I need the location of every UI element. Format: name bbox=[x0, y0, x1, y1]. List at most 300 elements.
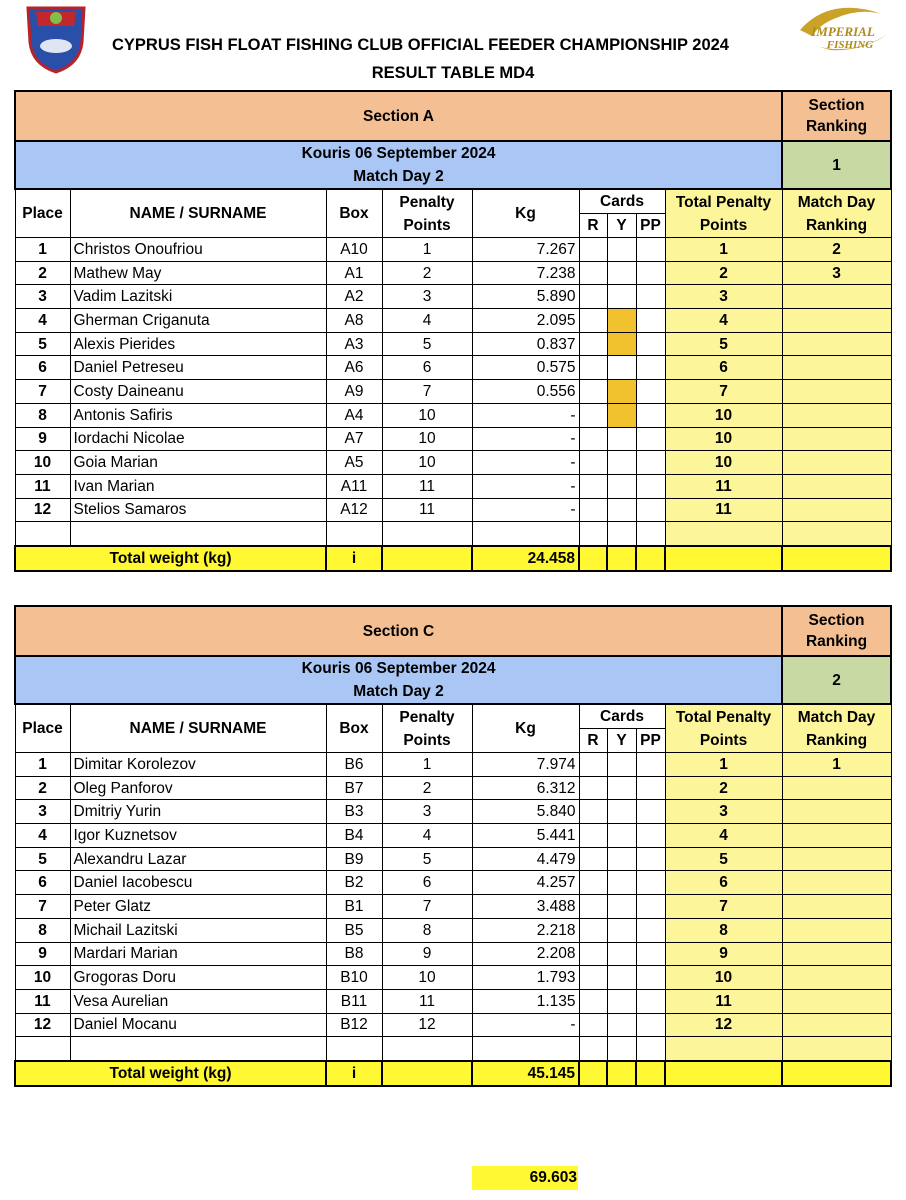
card-pp bbox=[636, 776, 665, 800]
box: B10 bbox=[326, 966, 382, 990]
col-match-day-ranking bbox=[782, 704, 891, 753]
card-y bbox=[607, 1013, 636, 1037]
competitor-name: Oleg Panforov bbox=[70, 776, 326, 800]
total-card-pp bbox=[636, 546, 665, 571]
match-day-ranking bbox=[782, 989, 891, 1013]
competitor-name: Mathew May bbox=[70, 261, 326, 285]
card-r bbox=[579, 1013, 607, 1037]
card-r bbox=[579, 895, 607, 919]
table-row bbox=[15, 1013, 891, 1037]
weight-kg: 0.556 bbox=[472, 380, 579, 404]
box: B11 bbox=[326, 989, 382, 1013]
col-total-penalty-l2: Points bbox=[699, 731, 748, 749]
competitor-name: Ivan Marian bbox=[70, 474, 326, 498]
box: B9 bbox=[326, 847, 382, 871]
place: 10 bbox=[15, 966, 70, 990]
card-r bbox=[579, 753, 607, 777]
empty-cell bbox=[15, 522, 70, 546]
total-penalty-points: 11 bbox=[665, 474, 782, 498]
card-y bbox=[607, 474, 636, 498]
card-y bbox=[607, 356, 636, 380]
penalty-points: 11 bbox=[382, 498, 472, 522]
card-r bbox=[579, 332, 607, 356]
col-total-penalty bbox=[665, 189, 782, 238]
total-penalty-points: 5 bbox=[665, 847, 782, 871]
card-y bbox=[607, 238, 636, 262]
card-pp bbox=[636, 309, 665, 333]
penalty-points: 2 bbox=[382, 776, 472, 800]
total-penalty-points: 7 bbox=[665, 380, 782, 404]
penalty-points: 1 bbox=[382, 238, 472, 262]
col-place: Place bbox=[15, 704, 70, 753]
weight-kg: - bbox=[472, 403, 579, 427]
penalty-points: 12 bbox=[382, 1013, 472, 1037]
col-match-day-l1: Match Day bbox=[797, 708, 876, 726]
card-r bbox=[579, 403, 607, 427]
card-pp bbox=[636, 989, 665, 1013]
card-pp bbox=[636, 1013, 665, 1037]
match-day-line: Match Day 2 bbox=[353, 168, 444, 185]
card-pp bbox=[636, 261, 665, 285]
weight-kg: 6.312 bbox=[472, 776, 579, 800]
weight-kg: 4.257 bbox=[472, 871, 579, 895]
weight-kg: 3.488 bbox=[472, 895, 579, 919]
weight-kg: - bbox=[472, 427, 579, 451]
total-penalty-points: 10 bbox=[665, 427, 782, 451]
weight-kg: 1.793 bbox=[472, 966, 579, 990]
col-cards: Cards bbox=[579, 189, 665, 214]
match-day-ranking bbox=[782, 966, 891, 990]
box: B6 bbox=[326, 753, 382, 777]
table-row bbox=[15, 989, 891, 1013]
table-row bbox=[15, 309, 891, 333]
match-day-ranking bbox=[782, 474, 891, 498]
place: 5 bbox=[15, 332, 70, 356]
card-r bbox=[579, 238, 607, 262]
match-day-ranking bbox=[782, 403, 891, 427]
penalty-points: 3 bbox=[382, 285, 472, 309]
empty-cell bbox=[70, 1037, 326, 1061]
card-pp bbox=[636, 332, 665, 356]
table-row bbox=[15, 918, 891, 942]
card-pp bbox=[636, 427, 665, 451]
competitor-name: Mardari Marian bbox=[70, 942, 326, 966]
weight-kg: 2.095 bbox=[472, 309, 579, 333]
section-ranking-label: Section Ranking bbox=[782, 606, 891, 656]
weight-kg: 0.575 bbox=[472, 356, 579, 380]
penalty-points: 5 bbox=[382, 847, 472, 871]
match-day-ranking bbox=[782, 942, 891, 966]
total-penalty-points: 3 bbox=[665, 285, 782, 309]
box: B8 bbox=[326, 942, 382, 966]
empty-cell bbox=[782, 522, 891, 546]
total-weight-label: Total weight (kg) bbox=[15, 546, 326, 571]
penalty-points: 7 bbox=[382, 380, 472, 404]
box: A11 bbox=[326, 474, 382, 498]
empty-cell bbox=[636, 522, 665, 546]
card-r bbox=[579, 847, 607, 871]
box: A5 bbox=[326, 451, 382, 475]
total-card-r bbox=[579, 1061, 607, 1086]
card-r bbox=[579, 285, 607, 309]
place: 11 bbox=[15, 989, 70, 1013]
section-name: Section A bbox=[15, 91, 782, 141]
place: 1 bbox=[15, 753, 70, 777]
card-r bbox=[579, 966, 607, 990]
total-penalty-points: 5 bbox=[665, 332, 782, 356]
penalty-points: 4 bbox=[382, 824, 472, 848]
card-r bbox=[579, 261, 607, 285]
card-y bbox=[607, 824, 636, 848]
card-r bbox=[579, 474, 607, 498]
place: 12 bbox=[15, 1013, 70, 1037]
total-penalty-points: 10 bbox=[665, 403, 782, 427]
box: A12 bbox=[326, 498, 382, 522]
total-penalty-points: 6 bbox=[665, 356, 782, 380]
card-pp bbox=[636, 380, 665, 404]
table-row bbox=[15, 261, 891, 285]
place: 7 bbox=[15, 380, 70, 404]
total-rank bbox=[782, 1061, 891, 1086]
place: 4 bbox=[15, 309, 70, 333]
total-penalty-points: 12 bbox=[665, 1013, 782, 1037]
card-pp bbox=[636, 238, 665, 262]
penalty-points: 8 bbox=[382, 918, 472, 942]
competitor-name: Iordachi Nicolae bbox=[70, 427, 326, 451]
total-penalty-points: 10 bbox=[665, 451, 782, 475]
weight-kg: - bbox=[472, 498, 579, 522]
competitor-name: Gherman Criganuta bbox=[70, 309, 326, 333]
box: B2 bbox=[326, 871, 382, 895]
col-name: NAME / SURNAME bbox=[70, 704, 326, 753]
col-match-day-ranking bbox=[782, 189, 891, 238]
competitor-name: Alexis Pierides bbox=[70, 332, 326, 356]
card-pp bbox=[636, 285, 665, 309]
total-penalty-points: 1 bbox=[665, 238, 782, 262]
match-day-ranking bbox=[782, 824, 891, 848]
col-card-y: Y bbox=[607, 214, 636, 238]
card-r bbox=[579, 380, 607, 404]
card-r bbox=[579, 451, 607, 475]
total-penalty-points: 3 bbox=[665, 800, 782, 824]
total-card-y bbox=[607, 546, 636, 571]
section-c-table bbox=[14, 605, 892, 1087]
card-y bbox=[607, 427, 636, 451]
penalty-points: 3 bbox=[382, 800, 472, 824]
card-pp bbox=[636, 403, 665, 427]
yellow-card bbox=[607, 380, 636, 404]
competitor-name: Christos Onoufriou bbox=[70, 238, 326, 262]
competitor-name: Goia Marian bbox=[70, 451, 326, 475]
card-r bbox=[579, 498, 607, 522]
table-row bbox=[15, 332, 891, 356]
competitor-name: Costy Daineanu bbox=[70, 380, 326, 404]
box: A9 bbox=[326, 380, 382, 404]
place: 3 bbox=[15, 800, 70, 824]
weight-kg: 7.974 bbox=[472, 753, 579, 777]
yellow-card bbox=[607, 309, 636, 333]
penalty-points: 10 bbox=[382, 451, 472, 475]
penalty-points: 10 bbox=[382, 966, 472, 990]
weight-kg: 7.267 bbox=[472, 238, 579, 262]
total-penalty-points: 2 bbox=[665, 776, 782, 800]
match-day-ranking bbox=[782, 380, 891, 404]
match-day-ranking bbox=[782, 871, 891, 895]
place: 6 bbox=[15, 871, 70, 895]
weight-kg: 5.890 bbox=[472, 285, 579, 309]
card-pp bbox=[636, 824, 665, 848]
empty-cell bbox=[472, 522, 579, 546]
card-y bbox=[607, 966, 636, 990]
card-r bbox=[579, 309, 607, 333]
total-penalty-points: 6 bbox=[665, 871, 782, 895]
table-row bbox=[15, 356, 891, 380]
table-row bbox=[15, 498, 891, 522]
venue-line: Kouris 06 September 2024 bbox=[301, 145, 496, 162]
match-day-ranking bbox=[782, 451, 891, 475]
match-day-ranking bbox=[782, 285, 891, 309]
total-card-pp bbox=[636, 1061, 665, 1086]
penalty-points: 6 bbox=[382, 871, 472, 895]
box: A6 bbox=[326, 356, 382, 380]
competitor-name: Vesa Aurelian bbox=[70, 989, 326, 1013]
box: A10 bbox=[326, 238, 382, 262]
place: 7 bbox=[15, 895, 70, 919]
empty-cell bbox=[382, 1037, 472, 1061]
empty-cell bbox=[15, 1037, 70, 1061]
card-pp bbox=[636, 356, 665, 380]
table-row bbox=[15, 403, 891, 427]
place: 8 bbox=[15, 918, 70, 942]
competitor-name: Daniel Iacobescu bbox=[70, 871, 326, 895]
box: B5 bbox=[326, 918, 382, 942]
card-pp bbox=[636, 966, 665, 990]
total-penalty-points: 8 bbox=[665, 918, 782, 942]
competitor-name: Igor Kuznetsov bbox=[70, 824, 326, 848]
section-a-table bbox=[14, 90, 892, 572]
col-card-r: R bbox=[579, 214, 607, 238]
weight-kg: 4.479 bbox=[472, 847, 579, 871]
card-y bbox=[607, 498, 636, 522]
page-header bbox=[0, 0, 906, 90]
col-penalty-l1: Penalty bbox=[399, 193, 455, 211]
section-ranking-label: Section Ranking bbox=[782, 91, 891, 141]
table-row bbox=[15, 427, 891, 451]
venue-date bbox=[15, 656, 782, 704]
col-kg: Kg bbox=[472, 189, 579, 238]
penalty-points: 6 bbox=[382, 356, 472, 380]
table-row bbox=[15, 895, 891, 919]
place: 9 bbox=[15, 427, 70, 451]
grand-total-weight: 69.603 bbox=[472, 1166, 578, 1190]
place: 2 bbox=[15, 261, 70, 285]
penalty-points: 10 bbox=[382, 427, 472, 451]
col-card-pp: PP bbox=[636, 214, 665, 238]
card-y bbox=[607, 871, 636, 895]
table-row bbox=[15, 824, 891, 848]
table-row bbox=[15, 847, 891, 871]
card-r bbox=[579, 989, 607, 1013]
table-row bbox=[15, 380, 891, 404]
col-card-y: Y bbox=[607, 729, 636, 753]
place: 12 bbox=[15, 498, 70, 522]
card-pp bbox=[636, 942, 665, 966]
col-penalty-l1: Penalty bbox=[399, 708, 455, 726]
card-y bbox=[607, 989, 636, 1013]
card-pp bbox=[636, 918, 665, 942]
total-rank bbox=[782, 546, 891, 571]
col-box: Box bbox=[326, 189, 382, 238]
empty-cell bbox=[579, 522, 607, 546]
section-name: Section C bbox=[15, 606, 782, 656]
box: A4 bbox=[326, 403, 382, 427]
total-card-r bbox=[579, 546, 607, 571]
competitor-name: Stelios Samaros bbox=[70, 498, 326, 522]
weight-kg: 2.208 bbox=[472, 942, 579, 966]
svg-text:FISHING: FISHING bbox=[826, 39, 874, 51]
penalty-points: 11 bbox=[382, 474, 472, 498]
svg-text:IMPERIAL: IMPERIAL bbox=[811, 24, 875, 39]
total-points bbox=[665, 1061, 782, 1086]
venue-date bbox=[15, 141, 782, 189]
col-match-day-l1: Match Day bbox=[797, 193, 876, 211]
total-penalty-points: 10 bbox=[665, 966, 782, 990]
yellow-card bbox=[607, 332, 636, 356]
match-day-ranking bbox=[782, 800, 891, 824]
empty-cell bbox=[782, 1037, 891, 1061]
penalty-points: 9 bbox=[382, 942, 472, 966]
card-pp bbox=[636, 847, 665, 871]
box: A1 bbox=[326, 261, 382, 285]
match-day-ranking bbox=[782, 427, 891, 451]
competitor-name: Daniel Petreseu bbox=[70, 356, 326, 380]
card-r bbox=[579, 942, 607, 966]
empty-cell bbox=[607, 522, 636, 546]
total-penalty-points: 4 bbox=[665, 309, 782, 333]
table-row bbox=[15, 776, 891, 800]
total-weight-kg: 24.458 bbox=[472, 546, 579, 571]
col-name: NAME / SURNAME bbox=[70, 189, 326, 238]
weight-kg: - bbox=[472, 451, 579, 475]
col-card-pp: PP bbox=[636, 729, 665, 753]
card-y bbox=[607, 776, 636, 800]
total-penalty-points: 1 bbox=[665, 753, 782, 777]
place: 11 bbox=[15, 474, 70, 498]
competitor-name: Daniel Mocanu bbox=[70, 1013, 326, 1037]
title-line-1: CYPRUS FISH FLOAT FISHING CLUB OFFICIAL FEEDER CHAMPIONSHIP 2024 bbox=[112, 36, 729, 54]
col-match-day-l2: Ranking bbox=[805, 731, 868, 749]
penalty-points: 7 bbox=[382, 895, 472, 919]
col-box: Box bbox=[326, 704, 382, 753]
empty-cell bbox=[70, 522, 326, 546]
empty-cell bbox=[579, 1037, 607, 1061]
table-row bbox=[15, 871, 891, 895]
place: 4 bbox=[15, 824, 70, 848]
place: 5 bbox=[15, 847, 70, 871]
card-pp bbox=[636, 871, 665, 895]
place: 2 bbox=[15, 776, 70, 800]
empty-cell bbox=[382, 522, 472, 546]
total-weight-kg: 45.145 bbox=[472, 1061, 579, 1086]
card-r bbox=[579, 918, 607, 942]
imperial-fishing-logo-icon bbox=[790, 0, 896, 58]
card-y bbox=[607, 800, 636, 824]
empty-cell bbox=[326, 1037, 382, 1061]
col-penalty-l2: Points bbox=[403, 216, 451, 234]
box: B4 bbox=[326, 824, 382, 848]
col-kg: Kg bbox=[472, 704, 579, 753]
table-row bbox=[15, 800, 891, 824]
match-day-ranking: 3 bbox=[782, 261, 891, 285]
card-pp bbox=[636, 451, 665, 475]
card-pp bbox=[636, 498, 665, 522]
col-total-penalty-l1: Total Penalty bbox=[675, 193, 772, 211]
competitor-name: Peter Glatz bbox=[70, 895, 326, 919]
venue-line: Kouris 06 September 2024 bbox=[301, 660, 496, 677]
table-row bbox=[15, 451, 891, 475]
place: 10 bbox=[15, 451, 70, 475]
total-weight-label: Total weight (kg) bbox=[15, 1061, 326, 1086]
box: B1 bbox=[326, 895, 382, 919]
col-card-r: R bbox=[579, 729, 607, 753]
card-pp bbox=[636, 753, 665, 777]
match-day-ranking bbox=[782, 776, 891, 800]
competitor-name: Dmitriy Yurin bbox=[70, 800, 326, 824]
card-r bbox=[579, 776, 607, 800]
total-penalty-points: 7 bbox=[665, 895, 782, 919]
match-day-ranking bbox=[782, 356, 891, 380]
weight-kg: - bbox=[472, 1013, 579, 1037]
col-total-penalty-l2: Points bbox=[699, 216, 748, 234]
place: 6 bbox=[15, 356, 70, 380]
card-r bbox=[579, 871, 607, 895]
weight-kg: 5.441 bbox=[472, 824, 579, 848]
table-row bbox=[15, 238, 891, 262]
table-row bbox=[15, 753, 891, 777]
penalty-points: 2 bbox=[382, 261, 472, 285]
match-day-ranking: 2 bbox=[782, 238, 891, 262]
empty-cell bbox=[665, 522, 782, 546]
weight-kg: 0.837 bbox=[472, 332, 579, 356]
place: 8 bbox=[15, 403, 70, 427]
match-day-ranking bbox=[782, 309, 891, 333]
card-y bbox=[607, 942, 636, 966]
match-day-ranking: 1 bbox=[782, 753, 891, 777]
penalty-points: 10 bbox=[382, 403, 472, 427]
weight-kg: 2.218 bbox=[472, 918, 579, 942]
empty-cell bbox=[607, 1037, 636, 1061]
table-row bbox=[15, 966, 891, 990]
weight-kg: 1.135 bbox=[472, 989, 579, 1013]
total-penalty-points: 4 bbox=[665, 824, 782, 848]
col-penalty-l2: Points bbox=[403, 731, 451, 749]
match-day-ranking bbox=[782, 1013, 891, 1037]
box: A2 bbox=[326, 285, 382, 309]
card-y bbox=[607, 451, 636, 475]
total-card-y bbox=[607, 1061, 636, 1086]
card-r bbox=[579, 427, 607, 451]
card-pp bbox=[636, 474, 665, 498]
card-y bbox=[607, 918, 636, 942]
place: 3 bbox=[15, 285, 70, 309]
box: A7 bbox=[326, 427, 382, 451]
card-r bbox=[579, 800, 607, 824]
total-points bbox=[665, 546, 782, 571]
competitor-name: Michail Lazitski bbox=[70, 918, 326, 942]
title-line-2: RESULT TABLE MD4 bbox=[371, 64, 535, 82]
total-penalty bbox=[382, 1061, 472, 1086]
total-penalty-points: 11 bbox=[665, 989, 782, 1013]
